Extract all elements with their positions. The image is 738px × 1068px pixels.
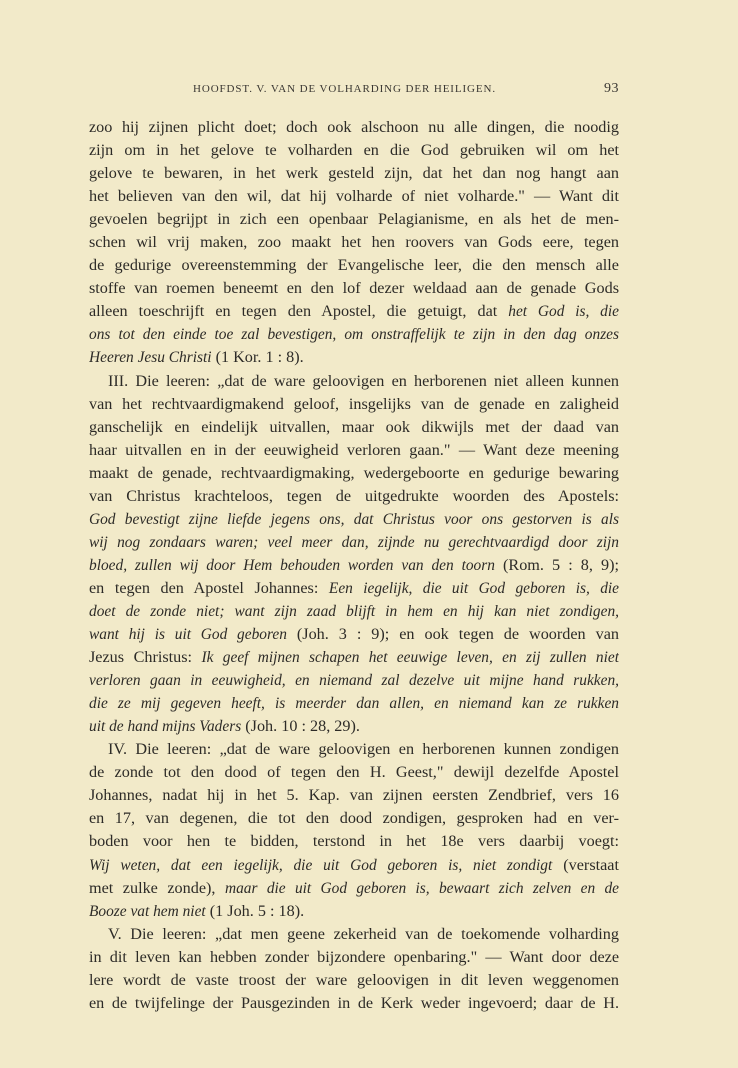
page-header — [89, 80, 619, 100]
italic-segment: die ze mij gegeven heeft, is meerder dan allen, en niemand kan ze rukken — [89, 695, 619, 713]
italic-segment: bloed, zullen wij door Hem behouden worden van den toorn — [89, 556, 495, 574]
text-line — [89, 946, 619, 969]
text-segment: boden voor hen te bidden, terstond in het 18e vers daarbij voegt: — [89, 832, 619, 851]
italic-segment: uit de hand mijns Vaders — [89, 718, 242, 736]
text-line — [89, 116, 619, 139]
text-segment: en 17, van degenen, die tot den dood zondigen, gesproken had en ver- — [89, 809, 619, 828]
text-line — [89, 323, 619, 346]
text-line — [89, 877, 619, 900]
text-segment: haar uitvallen en in der eeuwigheid verloren gaan." — Want deze meening — [89, 440, 619, 459]
text-segment: III. Die leeren: „dat de ware geloovigen en herborenen niet alleen kunnen — [108, 371, 619, 390]
text-line — [89, 761, 619, 784]
text-line — [89, 923, 619, 946]
italic-segment: God bevestigt zijne liefde jegens ons, dat Christus voor ons gestorven is als — [89, 510, 619, 528]
text-line — [89, 508, 619, 531]
text-segment: schen wil vrij maken, zoo maakt het hen roovers van Gods eere, tegen — [89, 233, 619, 252]
text-segment: Jezus Christus: — [89, 648, 202, 667]
text-segment: de gedurige overeenstemming der Evangelische leer, die den mensch alle — [89, 256, 619, 275]
text-segment: en de twijfelinge der Pausgezinden in de Kerk weder ingevoerd; daar de H. — [89, 993, 619, 1012]
text-line — [89, 208, 619, 231]
page-number: 93 — [604, 81, 619, 96]
text-line — [89, 254, 619, 277]
text-segment: V. Die leeren: „dat men geene zekerheid van de toekomende volharding — [108, 924, 619, 943]
text-segment: lere wordt de vaste troost der ware geloovigen in dit leven weggenomen — [89, 970, 619, 989]
text-segment: ganschelijk en eindelijk uitvallen, maar ook dikwijls met der daad van — [89, 417, 619, 436]
text-segment: het believen van den wil, dat hij volharde of niet volharde." — Want dit — [89, 187, 619, 206]
text-line — [89, 900, 619, 923]
italic-segment: verloren gaan in eeuwigheid, en niemand zal dezelve uit mijne hand rukken, — [89, 672, 619, 690]
text-line — [89, 830, 619, 853]
running-title: HOOFDST. V. VAN DE VOLHARDING DER HEILIGEN. — [193, 83, 497, 95]
text-segment: gevoelen begrijpt in zich een openbaar Pelagianisme, en als het de men- — [89, 210, 619, 229]
text-segment: Johannes, nadat hij in het 5. Kap. van zijnen eersten Zendbrief, vers 16 — [89, 786, 619, 805]
text-line — [89, 393, 619, 416]
text-segment: maakt de genade, rechtvaardigmaking, wedergeboorte en gedurige bewaring — [89, 463, 619, 482]
text-line — [89, 185, 619, 208]
text-segment: (1 Kor. 1 : 8). — [211, 348, 304, 367]
text-line — [89, 784, 619, 807]
text-line — [89, 854, 619, 877]
text-line — [89, 416, 619, 439]
text-line — [89, 462, 619, 485]
text-line — [89, 692, 619, 715]
italic-segment: wij nog zondaars waren; veel meer dan, zijnde nu gerechtvaardigd door zijn — [89, 533, 619, 551]
text-line — [89, 992, 619, 1015]
text-segment: stoffe van roemen beneemt en den lof dezer weldaad aan de genade Gods — [89, 279, 619, 298]
italic-segment: doet de zonde niet; want zijn zaad blijft in hem en hij kan niet zondigen, — [89, 602, 619, 620]
text-segment: zijn om in het gelove te volharden en die God gebruiken wil om het — [89, 141, 619, 160]
text-segment: van Christus krachteloos, tegen de uitgedrukte woorden des Apostels: — [89, 486, 619, 505]
text-line — [89, 669, 619, 692]
text-segment: (verstaat — [552, 855, 619, 874]
italic-segment: maar die uit God geboren is, bewaart zich zelven en de — [225, 879, 619, 897]
text-segment: met zulke zonde), — [89, 878, 225, 897]
text-line — [89, 807, 619, 830]
text-line — [89, 738, 619, 761]
text-segment: IV. Die leeren: „dat de ware geloovigen en herborenen kunnen zondigen — [108, 740, 619, 759]
italic-segment: want hij is uit God geboren — [89, 626, 287, 644]
text-line — [89, 277, 619, 300]
text-line — [89, 139, 619, 162]
text-line — [89, 600, 619, 623]
italic-segment: Een iegelijk, die uit God geboren is, die — [328, 579, 619, 597]
text-line — [89, 300, 619, 323]
text-line — [89, 346, 619, 369]
text-line — [89, 162, 619, 185]
text-segment: in dit leven kan hebben zonder bijzondere openbaring." — Want door deze — [89, 947, 619, 966]
text-line — [89, 715, 619, 738]
text-segment: (1 Joh. 5 : 18). — [205, 901, 305, 920]
text-line — [89, 370, 619, 393]
body-text — [89, 116, 619, 1015]
text-segment: en tegen den Apostel Johannes: — [89, 578, 329, 597]
text-line — [89, 623, 619, 646]
italic-segment: Booze vat hem niet — [89, 902, 206, 920]
text-segment: de zonde tot den dood of tegen den H. Geest," dewijl dezelfde Apostel — [89, 763, 619, 782]
text-segment: van het rechtvaardigmakend geloof, insgelijks van de genade en zaligheid — [89, 394, 619, 413]
italic-segment: Ik geef mijnen schapen het eeuwige leven, en zij zullen niet — [201, 649, 619, 667]
text-segment: gelove te bewaren, in het werk gesteld zijn, dat het dan nog hangt aan — [89, 164, 619, 183]
text-line — [89, 554, 619, 577]
italic-segment: ons tot den einde toe zal bevestigen, om onstraffelijk te zijn in den dag onzes — [89, 326, 619, 344]
text-segment: (Joh. 10 : 28, 29). — [241, 717, 360, 736]
text-segment: zoo hij zijnen plicht doet; doch ook alschoon nu alle dingen, die noodig — [89, 118, 619, 136]
text-line — [89, 231, 619, 254]
text-line — [89, 577, 619, 600]
text-segment: (Joh. 3 : 9); en ook tegen de woorden van — [286, 625, 619, 644]
text-line — [89, 969, 619, 992]
text-line — [89, 485, 619, 508]
text-line — [89, 439, 619, 462]
italic-segment: Heeren Jesu Christi — [89, 349, 212, 367]
text-line — [89, 646, 619, 669]
text-segment: alleen toeschrijft en tegen den Apostel, die getuigt, dat — [89, 302, 509, 321]
text-segment: (Rom. 5 : 8, 9); — [494, 555, 619, 574]
text-line — [89, 531, 619, 554]
italic-segment: Wij weten, dat een iegelijk, die uit God geboren is, niet zondigt — [89, 856, 553, 874]
italic-segment: het God is, die — [508, 303, 619, 321]
